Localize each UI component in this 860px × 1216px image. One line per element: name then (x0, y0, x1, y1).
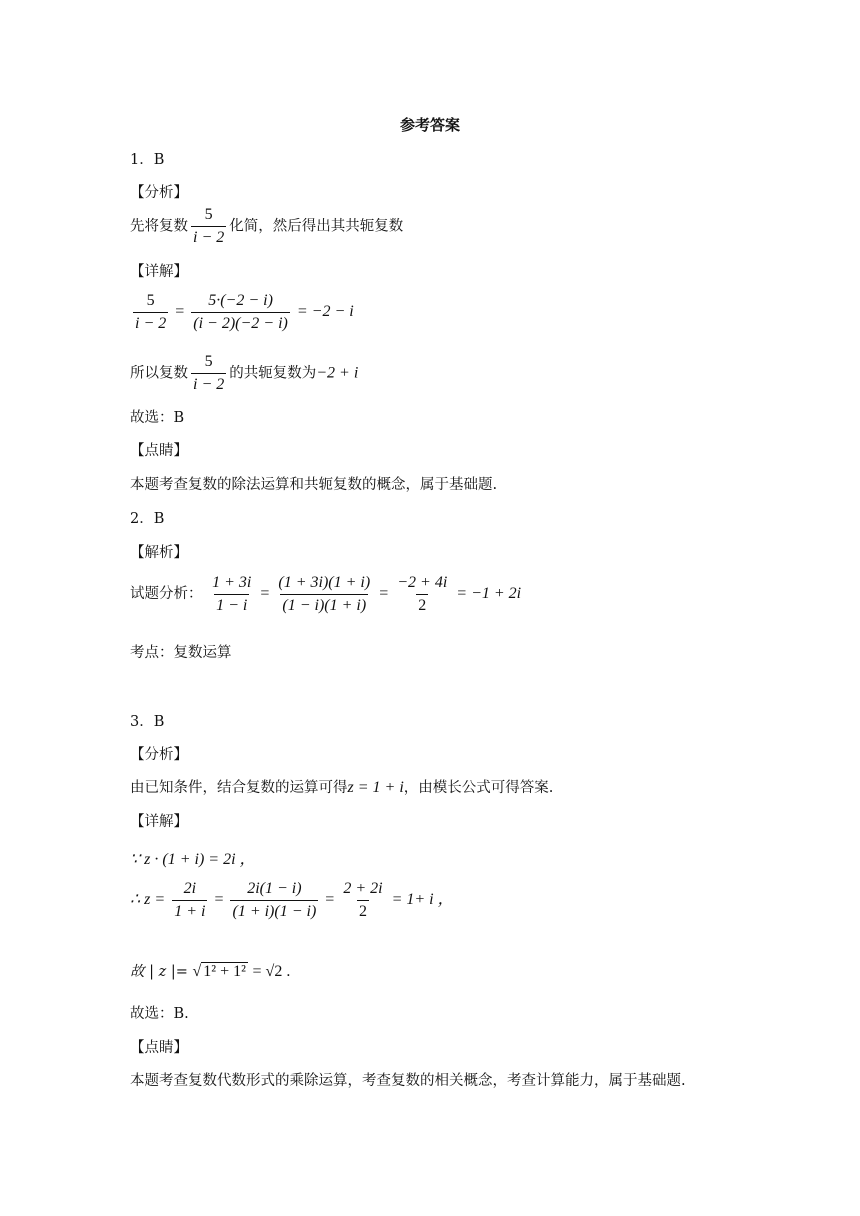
q3-choice: 故选：B. (130, 1006, 189, 1022)
fraction: $\frac{5}{i - 2}$ (193, 353, 225, 393)
fraction: $\frac{5\cdot(-2 - i)}{(i - 2)(-2 - i)}$ (193, 292, 288, 332)
fraction: $\frac{5}{i - 2}$ (193, 206, 225, 246)
q1-choice: 故选：B (130, 410, 185, 426)
q1-detail-label: 【详解】 (130, 264, 188, 280)
fraction: $\frac{2 + 2i}{2}$ (343, 880, 383, 920)
fraction: $\frac{2i}{1 + i}$ (174, 880, 206, 920)
q1-comment: 本题考查复数的除法运算和共轭复数的概念，属于基础题. (130, 477, 498, 493)
fraction: $\frac{2i(1 - i)}{(1 + i)(1 - i)}$ (232, 880, 317, 920)
q3-comment-label: 【点睛】 (130, 1040, 188, 1056)
q2-equation: 试题分析： $\frac{1 + 3i}{1 - i}$ = $\frac{(1 + 3i)(1 + i)}{(1 - i)(1 + i)}$ = $\frac{-2 + 4i}{2}$ = −1 + 2i (130, 574, 522, 614)
q3-analysis: 由已知条件，结合复数的运算可得z = 1 + i，由模长公式可得答案. (130, 779, 554, 796)
q3-analysis-label: 【分析】 (130, 747, 188, 763)
q2-answer: 2．B (130, 511, 165, 527)
fraction: $\frac{1 + 3i}{1 - i}$ (212, 574, 252, 614)
fraction: $\frac{5}{i - 2}$ (135, 292, 167, 332)
q3-comment: 本题考查复数代数形式的乘除运算，考查复数的相关概念，考查计算能力，属于基础题. (130, 1073, 686, 1089)
q3-modulus: 故 | z |= √ 1² + 1² = √2 . (130, 963, 291, 980)
q3-answer: 3．B (130, 714, 165, 730)
q2-point: 考点：复数运算 (130, 645, 232, 661)
q2-analysis-label: 【解析】 (130, 545, 188, 561)
q1-analysis-label: 【分析】 (130, 185, 188, 201)
q1-analysis: 先将复数 $\frac{5}{i - 2}$ 化简，然后得出其共轭复数 (130, 206, 404, 246)
q3-given: ∵ z · (1 + i) = 2i ， (130, 851, 256, 868)
q1-comment-label: 【点睛】 (130, 443, 188, 459)
page-title: 参考答案 (399, 116, 460, 134)
q1-equation: $\frac{5}{i - 2}$ = $\frac{5\cdot(-2 - i)}{(i - 2)(-2 - i)}$ = −2 − i (135, 292, 354, 332)
q1-answer: 1．B (130, 152, 165, 168)
fraction: $\frac{(1 + 3i)(1 + i)}{(1 - i)(1 + i)}$ (278, 574, 371, 614)
fraction: $\frac{-2 + 4i}{2}$ (397, 574, 448, 614)
q3-therefore: ∴ z = $\frac{2i}{1 + i}$ = $\frac{2i(1 - i)}{(1 + i)(1 - i)}$ = $\frac{2 + 2i}{2}$ = 1+ i ， (130, 880, 454, 920)
q3-detail-label: 【详解】 (130, 814, 188, 830)
q1-conclusion: 所以复数 $\frac{5}{i - 2}$ 的共轭复数为−2 + i (130, 353, 359, 393)
